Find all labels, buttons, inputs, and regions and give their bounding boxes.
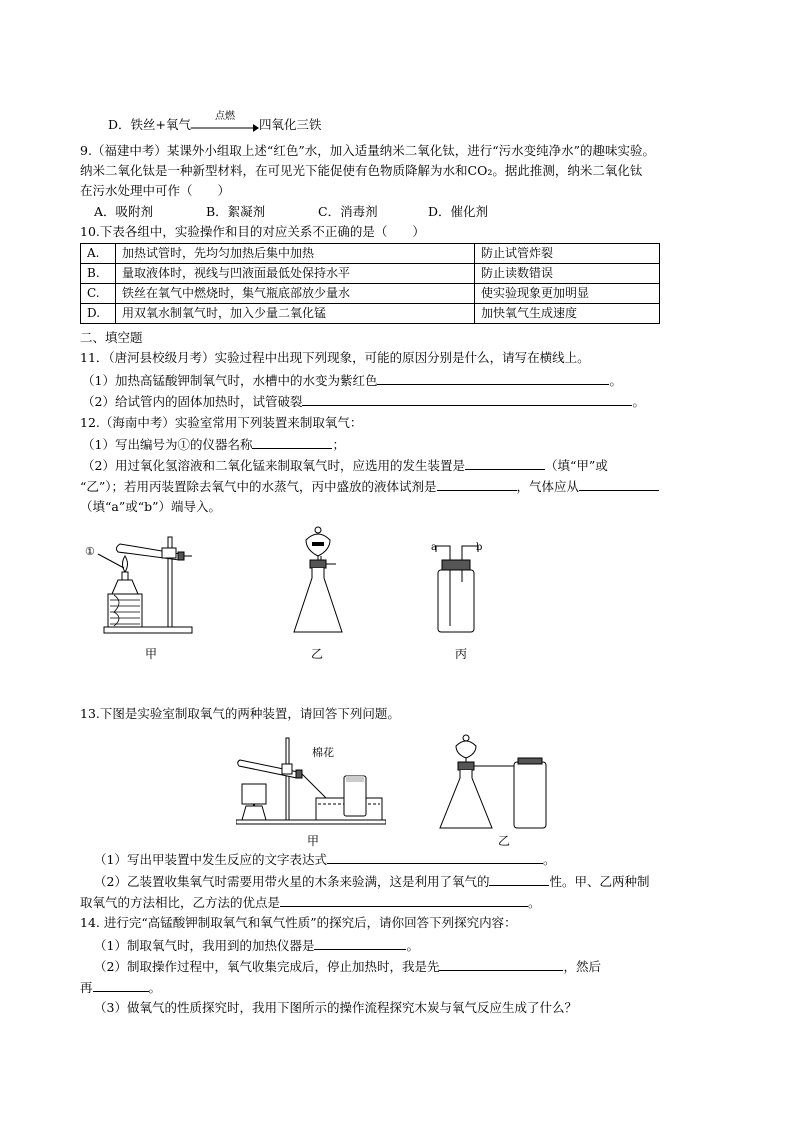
- reaction-arrow: [191, 111, 259, 133]
- q14-item1: [94, 937, 419, 954]
- q12-item2-text-a: （2）用过氧化氢溶液和二氧化锰来制取氧气时，应选用的发生装置是: [82, 458, 465, 473]
- q10-table: [80, 243, 660, 324]
- row-operation: 用双氧水制氧气时，加入少量二氧化锰: [116, 304, 475, 324]
- q13-item2-text-b: 性。甲、乙两种制: [549, 874, 650, 889]
- reaction-condition: 点燃: [215, 111, 235, 122]
- q14-item2-text-a: （2）制取操作过程中，氧气收集完成后，停止加热时，我是先: [94, 959, 440, 974]
- q11-item1-text: （1）加热高锰酸钾制氧气时，水槽中的水变为紫红色: [82, 373, 378, 388]
- q14-stem: 14. 进行完“高锰酸钾制取氧气和氧气性质”的探究后，请你回答下列探究内容：: [80, 915, 517, 930]
- q14-item1-text: （1）制取氧气时，我用到的加热仪器是: [94, 938, 315, 953]
- q11-item1: [82, 372, 622, 389]
- q13-item2-line2: [80, 894, 541, 911]
- answer-blank[interactable]: [377, 372, 609, 385]
- port-b-label: b: [476, 542, 483, 553]
- q13-item2-text-c: 取氧气的方法相比，乙方法的优点是: [80, 895, 281, 910]
- answer-blank[interactable]: [465, 457, 545, 470]
- q11-item2-end: 。: [632, 394, 645, 409]
- q14-item2-text-c: 再: [80, 980, 93, 995]
- q13-item2-end: 。: [528, 895, 541, 910]
- q11-stem: 11．（唐河县校级月考）实验过程中出现下列现象，可能的原因分别是什么，请写在横线上。: [80, 350, 590, 365]
- q11-item2: [82, 393, 645, 410]
- answer-blank[interactable]: [314, 937, 406, 950]
- q12-item2-line2: [80, 478, 659, 495]
- apparatus-jia-q13: [236, 728, 386, 828]
- q8-d-product: 四氧化三铁: [259, 117, 322, 132]
- answer-blank[interactable]: [489, 873, 549, 886]
- row-label: C.: [81, 284, 116, 304]
- row-operation: 量取液体时，视线与凹液面最低处保持水平: [116, 264, 475, 284]
- q14-item2-line2: [80, 979, 161, 996]
- row-purpose: 防止读数错误: [475, 264, 660, 284]
- cotton-label: 棉花: [312, 746, 334, 759]
- marker-leader-line: [96, 552, 126, 570]
- apparatus-bing-q12: [426, 542, 486, 638]
- q14-item2-text-b: ，然后: [563, 959, 601, 974]
- row-purpose: 加快氧气生成速度: [475, 304, 660, 324]
- q11-item2-text: （2）给试管内的固体加热时，试管破裂: [82, 394, 303, 409]
- row-purpose: 防止试管炸裂: [475, 244, 660, 264]
- q13-item1: [94, 851, 555, 868]
- q12-item2-line3: （填“a”或“b”）端导入。: [80, 499, 222, 514]
- q12-item1: [82, 436, 345, 453]
- q9-option-c: C．消毒剂: [318, 204, 378, 219]
- arrow-icon: [191, 123, 259, 133]
- figure-label-jia: 甲: [145, 647, 158, 661]
- apparatus-yi-q12: [288, 522, 348, 640]
- q14-item1-end: 。: [406, 938, 419, 953]
- row-label: A.: [81, 244, 116, 264]
- q8-option-d: [108, 111, 322, 133]
- q9-line2: 纳米二氧化钛是一种新型材料，在可见光下能促使有色物质降解为水和CO₂。据此推测，纳米二氧化钛: [80, 163, 643, 178]
- answer-blank[interactable]: [252, 436, 332, 449]
- q12-item1-end: ；: [332, 437, 345, 452]
- q10-stem: 10.下表各组中，实验操作和目的对应关系不正确的是（ ）: [80, 224, 425, 239]
- answer-blank[interactable]: [93, 979, 149, 992]
- q9-option-a: A．吸附剂: [94, 204, 154, 219]
- answer-blank[interactable]: [302, 393, 632, 406]
- table-row: [81, 264, 660, 284]
- q8-d-reactants: D．铁丝+氧气: [108, 117, 191, 132]
- q13-item2-line1: [94, 873, 649, 890]
- table-row: [81, 244, 660, 264]
- figure-label-yi-q13: 乙: [498, 834, 511, 848]
- circled-marker: ①: [85, 545, 95, 558]
- q12-item2-line1: [82, 457, 608, 474]
- row-purpose: 使实验现象更加明显: [475, 284, 660, 304]
- q14-item2-line1: [94, 958, 601, 975]
- q13-item2-text-a: （2）乙装置收集氧气时需要用带火星的木条来验满，这是利用了氧气的: [94, 874, 490, 889]
- q9-option-b: B．絮凝剂: [206, 204, 266, 219]
- answer-blank[interactable]: [280, 894, 528, 907]
- answer-blank[interactable]: [437, 478, 517, 491]
- table-row: [81, 284, 660, 304]
- port-a-label: a: [431, 542, 437, 553]
- row-operation: 加热试管时，先均匀加热后集中加热: [116, 244, 475, 264]
- answer-blank[interactable]: [439, 958, 563, 971]
- figure-label-jia-q13: 甲: [307, 834, 320, 848]
- answer-blank[interactable]: [579, 478, 659, 491]
- q13-item1-text: （1）写出甲装置中发生反应的文字表达式: [94, 852, 327, 867]
- apparatus-yi-q13: [436, 732, 556, 832]
- figure-label-yi: 乙: [311, 647, 324, 661]
- q9-line1: 9.（福建中考）某课外小组取上述“红色”水，加入适量纳米二氧化钛，进行“污水变纯净水”的趣味实验。: [80, 143, 655, 158]
- q13-item1-end: 。: [542, 852, 556, 867]
- section-title: 二、填空题: [80, 330, 143, 345]
- row-label: B.: [81, 264, 116, 284]
- row-label: D.: [81, 304, 116, 324]
- q12-item2-text-c: “乙”）；若用丙装置除去氧气中的水蒸气，丙中盛放的液体试剂是: [80, 479, 437, 494]
- q14-item3: （3）做氧气的性质探究时，我用下图所示的操作流程探究木炭与氧气反应生成了什么？: [94, 1000, 577, 1015]
- row-operation: 铁丝在氧气中燃烧时，集气瓶底部放少量水: [116, 284, 475, 304]
- q9-line3: 在污水处理中可作（ ）: [80, 183, 231, 198]
- q12-item1-text: （1）写出编号为①的仪器名称: [82, 437, 253, 452]
- answer-blank[interactable]: [327, 851, 543, 864]
- q12-stem: 12.（海南中考）实验室常用下列装置来制取氧气：: [80, 415, 363, 430]
- q12-item2-text-d: ，气体应从: [516, 479, 580, 494]
- q13-stem: 13.下图是实验室制取氧气的两种装置，请回答下列问题。: [80, 706, 400, 721]
- apparatus-jia-q12: [84, 522, 194, 642]
- q12-item2-text-b: （填“甲”或: [544, 458, 608, 473]
- q9-option-d: D．催化剂: [428, 204, 489, 219]
- figure-label-bing: 丙: [455, 647, 468, 661]
- q14-item2-end: 。: [148, 980, 162, 995]
- table-row: [81, 304, 660, 324]
- q11-item1-end: 。: [609, 373, 622, 388]
